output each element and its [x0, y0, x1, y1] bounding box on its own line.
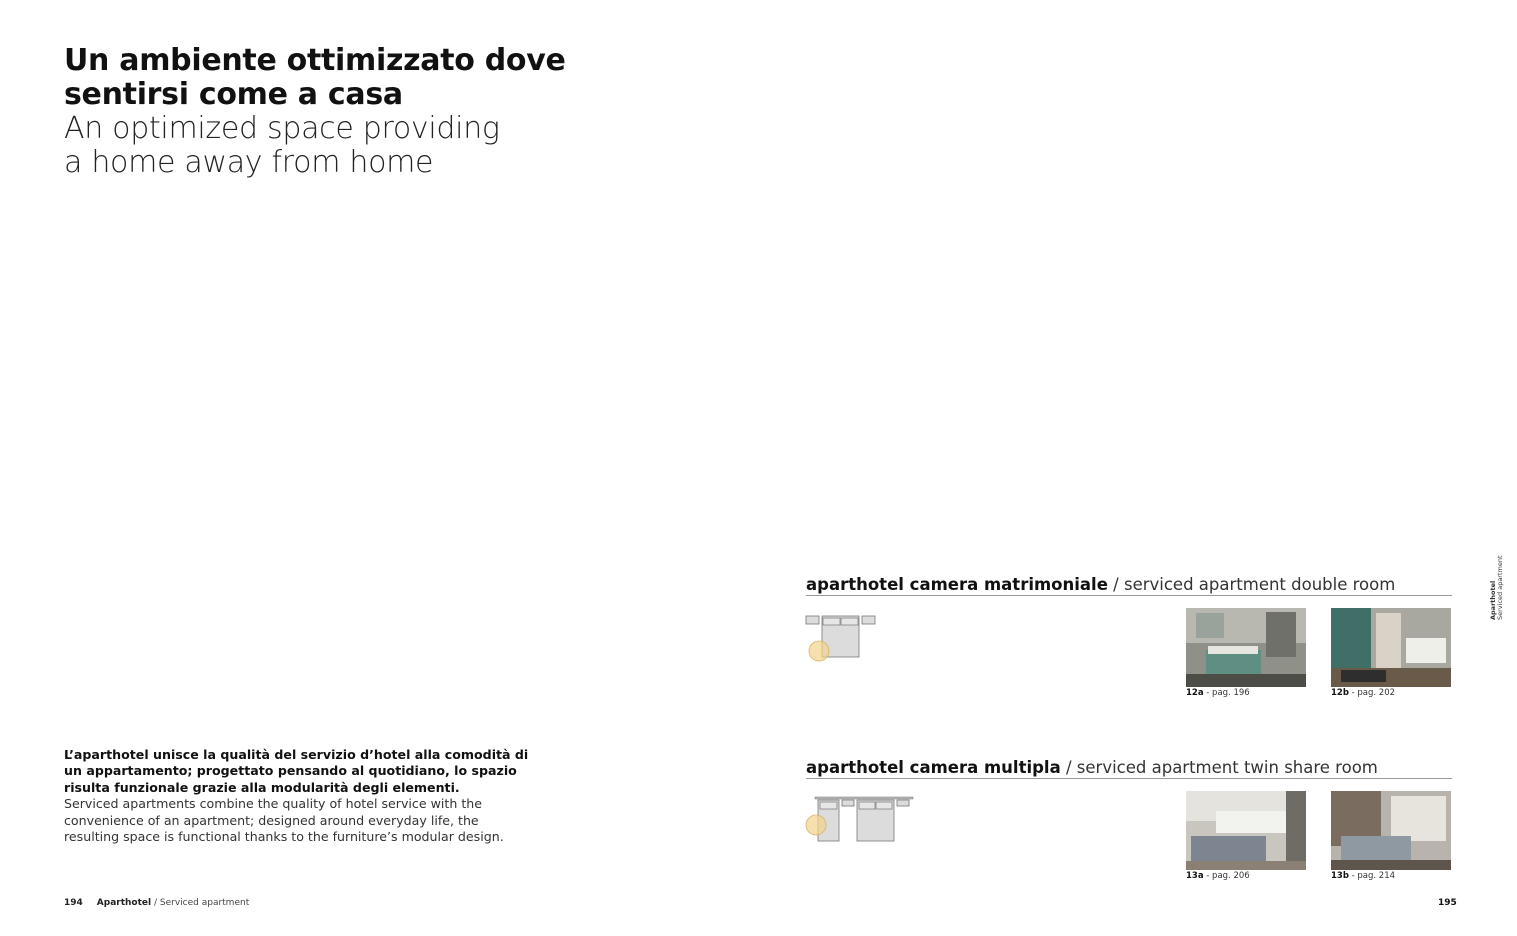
side-tab-title: Aparthotel	[1489, 580, 1497, 620]
photo-caption-13a: 13a - pag. 206	[1186, 871, 1250, 881]
room-title-en: serviced apartment twin share room	[1076, 758, 1378, 777]
room-photo-13a[interactable]	[1186, 791, 1306, 870]
photo-caption-12b: 12b - pag. 202	[1331, 688, 1396, 698]
footer-left	[64, 898, 249, 908]
floor-plan-double-icon	[805, 614, 880, 664]
headline-en-line-1: An optimized space providing	[64, 111, 500, 146]
floor-plan-twin-icon	[805, 796, 917, 846]
photo-caption-13b: 13b - pag. 214	[1331, 871, 1396, 881]
side-tab	[1490, 556, 1510, 626]
side-tab-subtitle: Serviced apartment	[1496, 555, 1504, 620]
intro-it: L’aparthotel unisce la qualità del servizio d’hotel alla comodità di un appartamento; progettato pensando al quotidiano, lo spazio risulta funzionale grazie alla modularità degli elementi.	[64, 747, 529, 795]
headline-it-line-1: Un ambiente ottimizzato dove	[64, 43, 566, 78]
room-title-twin	[806, 758, 1452, 779]
room-title-en: serviced apartment double room	[1123, 575, 1396, 594]
intro-en: Serviced apartments combine the quality of hotel service with the convenience of an apartment; designed around everyday life, the resulting space is functional thanks to the furniture’s modular design.	[64, 796, 504, 845]
photo-caption-12a: 12a - pag. 196	[1186, 688, 1250, 698]
room-title-it: aparthotel camera matrimoniale	[806, 575, 1108, 594]
page-headline	[64, 44, 664, 180]
footer-subsection: Serviced apartment	[159, 898, 250, 908]
room-title-it: aparthotel camera multipla	[806, 758, 1061, 777]
room-title-separator: /	[1060, 758, 1077, 777]
room-photo-13b[interactable]	[1331, 791, 1451, 870]
room-title-double	[806, 575, 1452, 596]
intro-text	[64, 747, 534, 845]
room-title-separator: /	[1107, 575, 1124, 594]
left-page-number: 194	[64, 898, 83, 908]
footer-section: Aparthotel	[96, 898, 152, 908]
right-page-number: 195	[1438, 898, 1457, 908]
headline-it-line-2: sentirsi come a casa	[64, 77, 403, 112]
room-photo-12b[interactable]	[1331, 608, 1451, 687]
room-photo-12a[interactable]	[1186, 608, 1306, 687]
footer-separator: /	[151, 898, 160, 908]
headline-en-line-2: a home away from home	[64, 145, 434, 180]
